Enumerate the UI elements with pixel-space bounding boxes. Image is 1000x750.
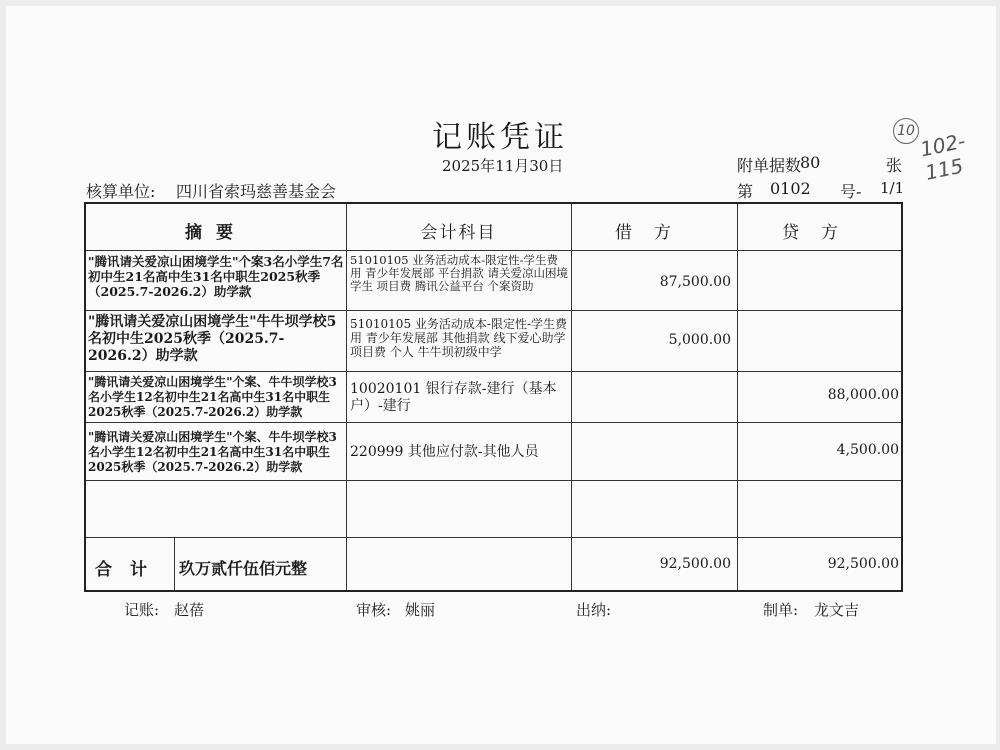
row-divider [86, 422, 901, 423]
row-divider [86, 537, 901, 538]
row-3-summary: "腾讯请关爱凉山困境学生"个案、牛牛坝学校3名小学生12名初中生21名高中生31名中职生2025秋季（2025.7-2026.2）助学款 [88, 375, 337, 419]
row-1-summary: "腾讯请关爱凉山困境学生"个案3名小学生7名初中生21名高中生31名中职生2025秋季（2025.7-2026.2）助学款 [88, 254, 344, 299]
unit-label: 核算单位: [86, 182, 156, 201]
row-divider [86, 480, 901, 481]
voucher-date: 2025年11月30日 [442, 157, 564, 175]
row-divider [86, 310, 901, 311]
row-2-subject: 51010105 业务活动成本-限定性-学生费用 青少年发展部 其他捐款 线下爱心助学 项目费 个人 牛牛坝初级中学 [350, 317, 568, 359]
row-1-debit: 87,500.00 [659, 274, 731, 290]
total-credit: 92,500.00 [827, 556, 899, 572]
row-4-summary: "腾讯请关爱凉山困境学生"个案、牛牛坝学校3名小学生12名初中生21名高中生31名中职生2025秋季（2025.7-2026.2）助学款 [88, 430, 337, 474]
row-divider [86, 371, 901, 372]
handwritten-circled-number: 10 [893, 118, 919, 144]
voucher-number-prefix: 第 [737, 182, 754, 201]
row-4-credit: 4,500.00 [836, 442, 899, 458]
header-summary: 摘要 [185, 223, 247, 243]
row-2-summary: "腾讯请关爱凉山困境学生"牛牛坝学校5名初中生2025秋季（2025.7-2026.2）助学款 [88, 314, 337, 364]
total-in-words: 玖万贰仟伍佰元整 [179, 559, 308, 578]
preparer-label: 制单: [763, 601, 799, 619]
voucher-table [84, 202, 903, 592]
header-subject: 会计科目 [420, 223, 497, 243]
voucher-page: 1/1 [880, 179, 905, 197]
header-debit: 借方 [615, 223, 693, 243]
header-credit: 贷方 [782, 223, 860, 243]
row-1-subject: 51010105 业务活动成本-限定性-学生费用 青少年发展部 平台捐款 请关爱凉山困境学生 项目费 腾讯公益平台 个案资助 [350, 253, 568, 293]
attachment-count: 80 [800, 153, 821, 172]
voucher-title: 记账凭证 [432, 120, 568, 155]
col-divider [571, 204, 572, 590]
voucher-number: 0102 [770, 179, 811, 198]
attachment-label: 附单据数 [737, 156, 802, 175]
cashier-label: 出纳: [576, 601, 612, 619]
attachment-unit: 张 [886, 156, 903, 175]
unit-name: 四川省索玛慈善基金会 [176, 182, 337, 201]
preparer-name: 龙文吉 [814, 601, 860, 619]
row-3-credit: 88,000.00 [827, 387, 899, 403]
col-divider [174, 537, 175, 592]
total-label: 合计 [95, 560, 165, 580]
bookkeeper-label: 记账: [124, 601, 160, 619]
reviewer-name: 姚丽 [405, 601, 436, 619]
voucher-number-suffix: 号- [840, 182, 862, 201]
row-3-subject: 10020101 银行存款-建行（基本户）-建行 [350, 381, 557, 414]
handwritten-range: 102-115 [918, 128, 968, 185]
total-debit: 92,500.00 [659, 556, 731, 572]
row-4-subject: 220999 其他应付款-其他人员 [350, 444, 539, 460]
reviewer-label: 审核: [356, 601, 392, 619]
row-2-debit: 5,000.00 [668, 332, 731, 348]
bookkeeper-name: 赵蓓 [174, 601, 205, 619]
